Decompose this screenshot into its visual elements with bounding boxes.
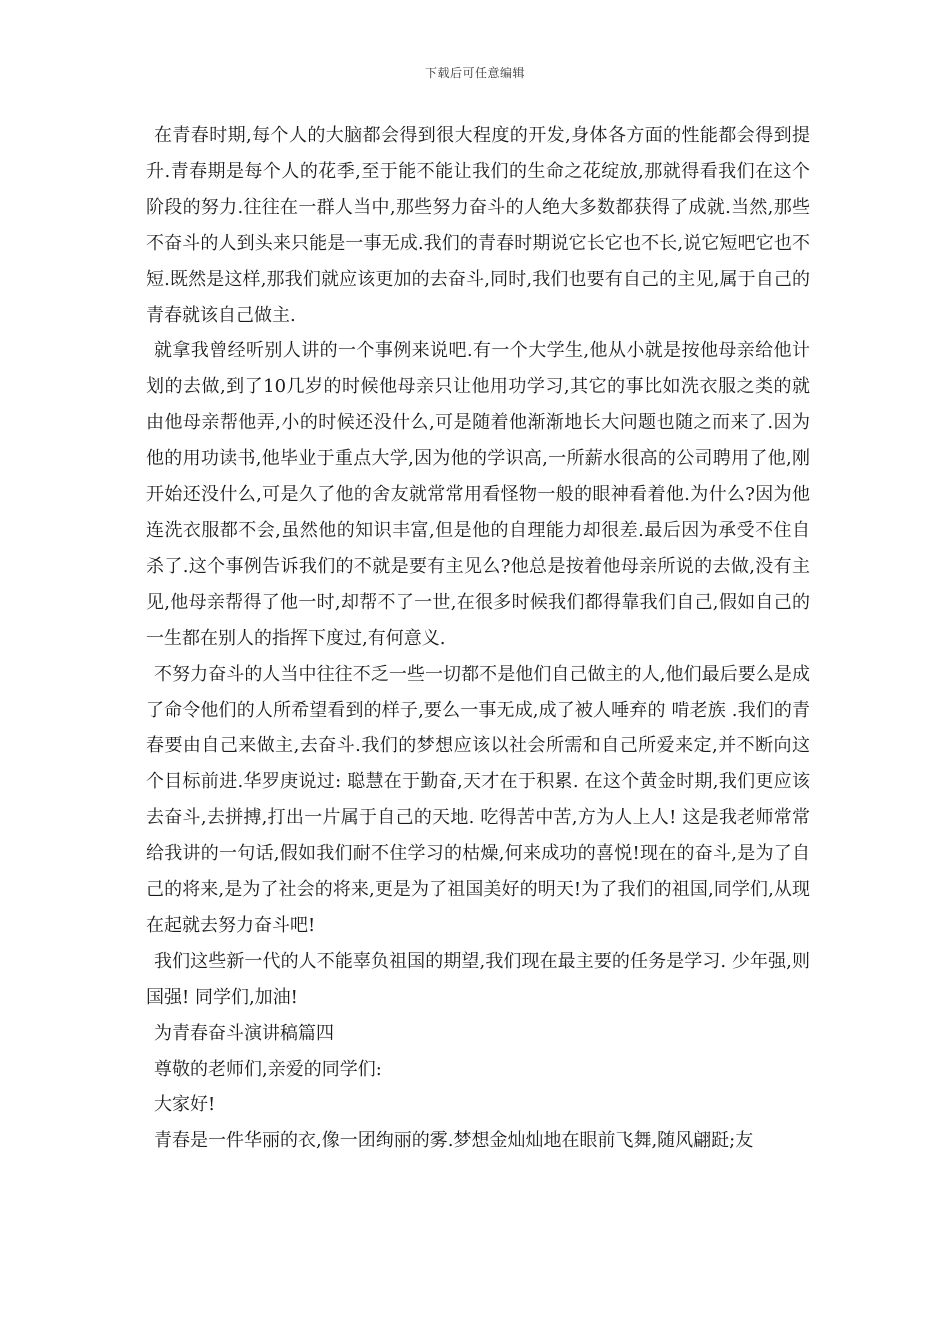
salutation: 尊敬的老师们,亲爱的同学们: (154, 1058, 382, 1080)
paragraph-strive-and-decide: 不努力奋斗的人当中往往不乏一些一切都不是他们自己做主的人,他们最后要么是成了命令他们的人所希望看到的样子,要么一事无成,成了被人唾弃的 啃老族 .我们的青春要由自己来做主,去奋斗.我们的梦想应该以社会所需和自己所爱来定,并不断向这个目标前进.华罗庚说过: 聪慧在于勤奋,天才在于积累. 在这个黄金时期,我们更应该去奋斗,去拼搏,打出一片属于自己的天地. 吃得苦中苦,方为人上人! 这是我老师常常给我讲的一句话,假如我们耐不住学习的枯燥,何来成功的喜悦!现在的奋斗,是为了自己的将来,是为了社会的将来,更是为了祖国美好的明天!为了我们的祖国,同学们,从现在起就去努力奋斗吧! (146, 663, 810, 936)
paragraph-student-example: 就拿我曾经听别人讲的一个事例来说吧.有一个大学生,他从小就是按他母亲给他计划的去做,到了10几岁的时候他母亲只让他用功学习,其它的事比如洗衣服之类的就由他母亲帮他弄,小的时候还没什么,可是随着他渐渐地长大问题也随之而来了.因为他的用功读书,他毕业于重点大学,因为他的学识高,一所薪水很高的公司聘用了他,刚开始还没什么,可是久了他的舍友就常常用看怪物一般的眼神看着他.为什么?因为他连洗衣服都不会,虽然他的知识丰富,但是他的自理能力却很差.最后因为承受不住自杀了.这个事例告诉我们的不就是要有主见么?他总是按着他母亲所说的去做,没有主见,他母亲帮得了他一时,却帮不了一世,在很多时候我们都得靠我们自己,假如自己的一生都在别人的指挥下度过,有何意义. (146, 340, 810, 649)
document-body (146, 118, 810, 1159)
section-title: 为青春奋斗演讲稿篇四 (154, 1022, 334, 1044)
paragraph-youth-metaphor: 青春是一件华丽的衣,像一团绚丽的雾.梦想金灿灿地在眼前飞舞,随风翩跹;友 (154, 1130, 754, 1152)
header-note: 下载后可任意编辑 (424, 66, 525, 80)
paragraph-youth-development: 在青春时期,每个人的大脑都会得到很大程度的开发,身体各方面的性能都会得到提升.青春期是每个人的花季,至于能不能让我们的生命之花绽放,那就得看我们在这个阶段的努力.往往在一群人当中,那些努力奋斗的人绝大多数都获得了成就.当然,那些不奋斗的人到头来只能是一事无成.我们的青春时期说它长它也不长,说它短吧它也不短.既然是这样,那我们就应该更加的去奋斗,同时,我们也要有自己的主见,属于自己的青春就该自己做主. (146, 125, 810, 326)
greeting: 大家好! (154, 1094, 216, 1116)
paragraph-study-task: 我们这些新一代的人不能辜负祖国的期望,我们现在最主要的任务是学习. 少年强,则国强! 同学们,加油! (146, 950, 810, 1008)
